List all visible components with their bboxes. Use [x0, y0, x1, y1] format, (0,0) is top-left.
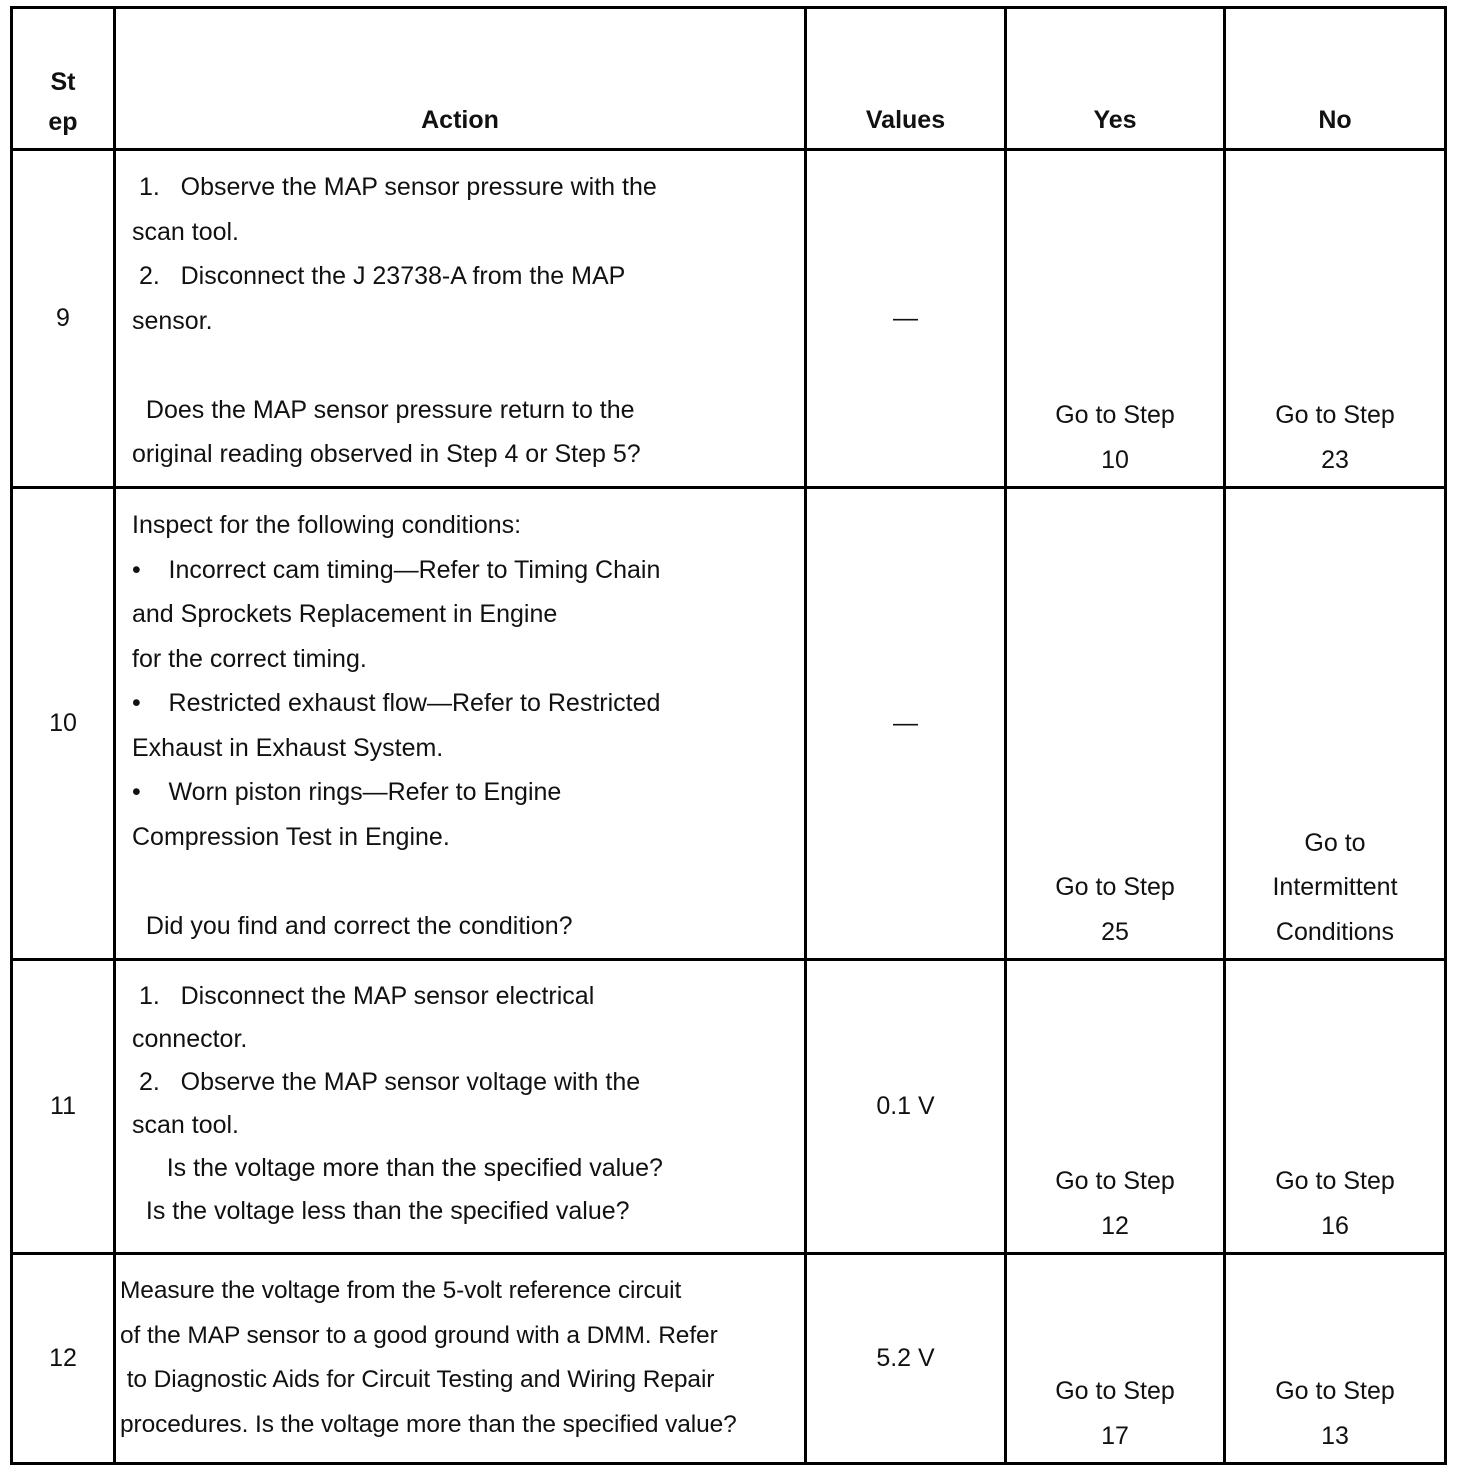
yes-line: Go to Step	[1055, 401, 1175, 429]
no-line: Conditions	[1275, 917, 1395, 946]
action-line: of the MAP sensor to a good ground with a DMM. Refer	[120, 1321, 718, 1349]
action-line: procedures. Is the voltage more than the specified value?	[120, 1410, 737, 1438]
step-header-line-1: St	[50, 68, 76, 96]
no-line: Go to Step	[1275, 1377, 1395, 1405]
action-line: • Restricted exhaust flow—Refer to Restricted	[132, 689, 661, 717]
no-line: Go to Step	[1275, 1167, 1395, 1195]
action-line: 1. Observe the MAP sensor pressure with the	[132, 173, 657, 201]
action-cell	[115, 1254, 806, 1464]
action-cell	[115, 960, 806, 1254]
no-line: Intermittent	[1272, 873, 1398, 901]
yes-cell	[1006, 1254, 1225, 1464]
table-row	[12, 150, 1446, 488]
value-cell: —	[806, 150, 1006, 488]
action-line: 1. Disconnect the MAP sensor electrical	[132, 982, 595, 1010]
yes-line: 10	[1101, 445, 1129, 474]
action-line: to Diagnostic Aids for Circuit Testing and Wiring Repair	[120, 1366, 715, 1393]
table-row	[12, 488, 1446, 960]
no-line: Go to Step	[1275, 401, 1395, 429]
action-line: • Incorrect cam timing—Refer to Timing Chain	[132, 555, 661, 584]
step-number: 9	[12, 150, 115, 488]
yes-line: 17	[1101, 1421, 1129, 1450]
step-number: 11	[12, 960, 115, 1254]
question-line: Is the voltage less than the specified value?	[132, 1197, 630, 1225]
value-cell: 0.1 V	[806, 960, 1006, 1254]
question-line: Did you find and correct the condition?	[132, 911, 573, 940]
question-line: Is the voltage more than the specified value?	[132, 1154, 663, 1182]
no-cell	[1225, 150, 1446, 488]
action-line: for the correct timing.	[132, 644, 367, 673]
action-line: and Sprockets Replacement in Engine	[132, 600, 558, 628]
table-row	[12, 1254, 1446, 1464]
yes-line: Go to Step	[1055, 1167, 1175, 1195]
action-cell	[115, 488, 806, 960]
yes-line: 12	[1101, 1211, 1129, 1240]
action-line: scan tool.	[132, 1111, 240, 1139]
no-line: 13	[1321, 1421, 1349, 1450]
step-header	[12, 8, 115, 150]
step-header-line-2: ep	[48, 108, 78, 136]
line-gap	[132, 343, 804, 388]
line-gap	[132, 859, 804, 904]
yes-header: Yes	[1006, 8, 1225, 150]
yes-line: 25	[1101, 917, 1129, 946]
no-cell	[1225, 1254, 1446, 1464]
no-cell	[1225, 488, 1446, 960]
no-line: 16	[1321, 1211, 1349, 1240]
yes-cell	[1006, 488, 1225, 960]
action-line: • Worn piston rings—Refer to Engine	[132, 778, 562, 806]
action-line: Measure the voltage from the 5-volt reference circuit	[120, 1277, 682, 1304]
yes-cell	[1006, 150, 1225, 488]
diagnostic-table	[10, 6, 1447, 1465]
action-line: 2. Disconnect the J 23738-A from the MAP	[132, 262, 626, 290]
yes-line: Go to Step	[1055, 873, 1175, 901]
yes-cell	[1006, 960, 1225, 1254]
question-line: Does the MAP sensor pressure return to the	[132, 395, 635, 424]
question-line: original reading observed in Step 4 or Step 5?	[132, 440, 641, 468]
action-line: connector.	[132, 1025, 248, 1053]
table-row	[12, 960, 1446, 1254]
values-header: Values	[806, 8, 1006, 150]
no-header: No	[1225, 8, 1446, 150]
step-number: 12	[12, 1254, 115, 1464]
no-line: 23	[1321, 445, 1349, 474]
action-header: Action	[115, 8, 806, 150]
action-line: Compression Test in Engine.	[132, 822, 450, 851]
no-cell	[1225, 960, 1446, 1254]
header-row	[12, 8, 1446, 150]
value-cell: —	[806, 488, 1006, 960]
step-number: 10	[12, 488, 115, 960]
action-line: 2. Observe the MAP sensor voltage with the	[132, 1068, 641, 1096]
action-line: Exhaust in Exhaust System.	[132, 733, 444, 762]
value-cell: 5.2 V	[806, 1254, 1006, 1464]
no-line: Go to	[1304, 828, 1366, 857]
action-line: scan tool.	[132, 217, 240, 246]
action-line: Inspect for the following conditions:	[132, 511, 522, 539]
action-line: sensor.	[132, 306, 213, 335]
action-cell	[115, 150, 806, 488]
yes-line: Go to Step	[1055, 1377, 1175, 1405]
